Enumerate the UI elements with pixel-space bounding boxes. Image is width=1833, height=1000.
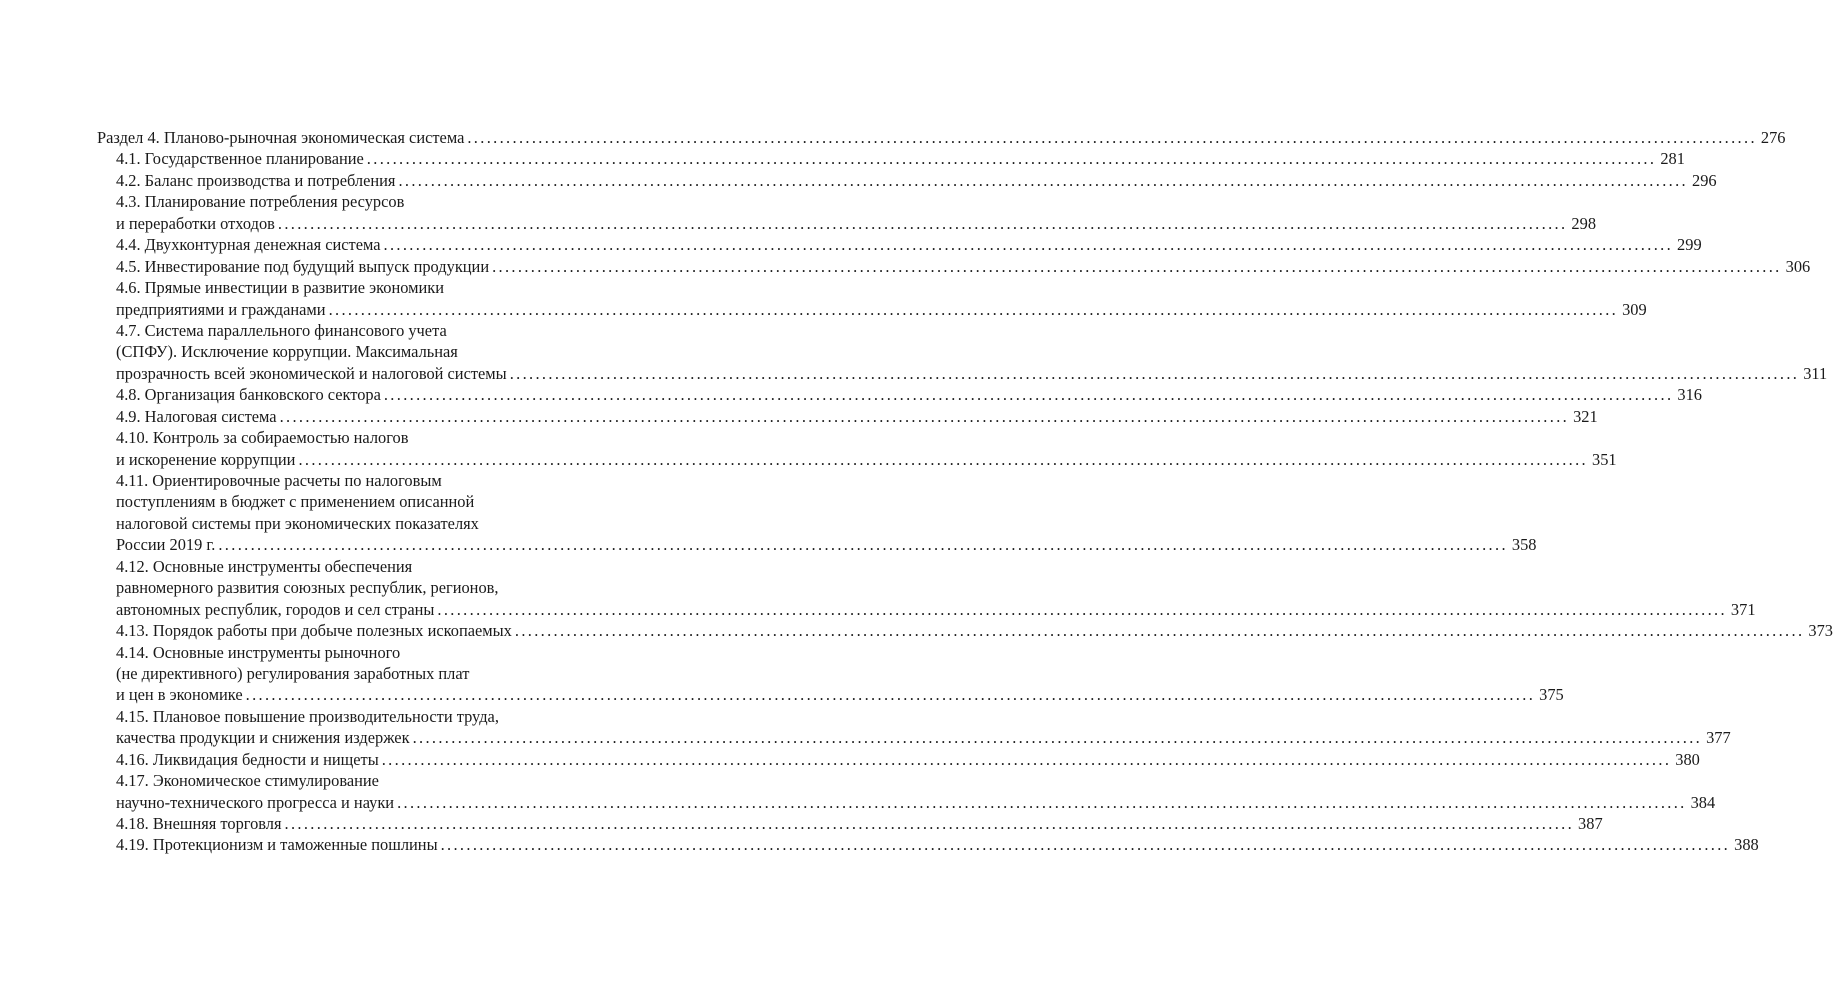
toc-page-number: 309 (1622, 299, 1647, 319)
dot-leader: ........................................................................................................................................................................................................ (277, 213, 1568, 233)
toc-line (97, 749, 1700, 770)
toc-entry[interactable] (97, 427, 1617, 470)
dot-leader: ........................................................................................................................................................................................................ (397, 792, 1687, 812)
dot-leader: ........................................................................................................................................................................................................ (383, 235, 1674, 255)
toc-entry[interactable] (97, 148, 1685, 169)
toc-entry[interactable] (97, 277, 1647, 320)
toc-entry-title: поступлениям в бюджет с применением описанной (116, 492, 475, 512)
toc-page-number: 384 (1690, 792, 1716, 812)
toc-line (97, 813, 1603, 834)
toc-page-number: 388 (1734, 835, 1759, 855)
dot-leader: ........................................................................................................................................................................................................ (383, 385, 1674, 405)
toc-line (97, 363, 1828, 384)
toc-page-number: 299 (1677, 235, 1702, 255)
toc-entry-title: автономных республик, городов и сел страны (116, 599, 435, 619)
toc-entry[interactable] (97, 749, 1700, 770)
toc-entry[interactable] (97, 384, 1702, 405)
toc-page-number: 321 (1573, 406, 1598, 426)
toc-entry-title: 4.9. Налоговая система (116, 406, 277, 426)
toc-line (97, 127, 1786, 148)
toc-entry-title: 4.13. Порядок работы при добыче полезных ископаемых (116, 621, 512, 641)
dot-leader: ........................................................................................................................................................................................................ (467, 128, 1757, 147)
toc-page-number: 316 (1677, 385, 1702, 405)
toc-entry[interactable] (97, 556, 1756, 620)
toc-line (97, 684, 1564, 705)
toc-line (97, 792, 1716, 813)
toc-entry-title: 4.15. Плановое повышение производительности труда, (116, 706, 499, 726)
dot-leader: ........................................................................................................................................................................................................ (245, 685, 1536, 705)
toc-line (97, 727, 1731, 748)
toc-page-number: 371 (1730, 599, 1756, 619)
dot-leader: ........................................................................................................................................................................................................ (440, 835, 1731, 855)
toc-entry-title: 4.14. Основные инструменты рыночного (116, 642, 401, 662)
toc-entry[interactable] (97, 470, 1537, 556)
toc-page-number: 298 (1571, 213, 1597, 233)
toc-page-number: 380 (1675, 749, 1700, 769)
toc-entry[interactable] (97, 620, 1833, 641)
toc-entry-title: прозрачность всей экономической и налоговой системы (116, 363, 507, 383)
toc-line (97, 234, 1702, 255)
dot-leader: ........................................................................................................................................................................................................ (514, 621, 1805, 641)
toc-page-number: 358 (1511, 535, 1537, 555)
dot-leader: ........................................................................................................................................................................................................ (412, 728, 1703, 748)
table-of-contents (97, 127, 1833, 856)
toc-entry-title: равномерного развития союзных республик, регионов, (116, 578, 499, 598)
toc-entry-title: 4.7. Система параллельного финансового учета (116, 320, 447, 340)
dot-leader: ........................................................................................................................................................................................................ (328, 299, 1619, 319)
toc-entry-title: 4.5. Инвестирование под будущий выпуск продукции (116, 256, 490, 276)
toc-page-number: 377 (1706, 728, 1731, 748)
dot-leader: ........................................................................................................................................................................................................ (492, 256, 1782, 276)
toc-page-number: 306 (1785, 256, 1811, 276)
toc-entry-title: 4.1. Государственное планирование (116, 149, 364, 169)
toc-entry[interactable] (97, 642, 1564, 706)
toc-line (97, 599, 1756, 620)
toc-entry-title: 4.18. Внешняя торговля (116, 814, 282, 833)
toc-entry-title: 4.16. Ликвидация бедности и нищеты (116, 749, 379, 769)
toc-entry-title: Раздел 4. Планово-рыночная экономическая система (97, 128, 465, 147)
toc-entry[interactable] (97, 256, 1811, 277)
toc-entry-title: 4.10. Контроль за собираемостью налогов (116, 428, 409, 448)
toc-entry[interactable] (97, 813, 1603, 834)
toc-line (97, 620, 1833, 641)
toc-entry-title: и переработки отходов (116, 213, 275, 233)
dot-leader: ........................................................................................................................................................................................................ (398, 170, 1688, 190)
toc-entry-title: 4.8. Организация банковского сектора (116, 385, 381, 405)
toc-entry-title: 4.3. Планирование потребления ресурсов (116, 192, 405, 212)
toc-page-number: 276 (1760, 128, 1786, 147)
toc-line (97, 299, 1647, 320)
toc-line (97, 213, 1597, 234)
toc-entry-title: 4.12. Основные инструменты обеспечения (116, 556, 413, 576)
toc-line (97, 534, 1537, 555)
toc-entry[interactable] (97, 320, 1828, 384)
toc-page-number: 311 (1803, 363, 1828, 383)
toc-entry-title: предприятиями и гражданами (116, 299, 326, 319)
toc-entry[interactable] (97, 234, 1702, 255)
toc-entry-title: 4.6. Прямые инвестиции в развитие экономики (116, 278, 444, 298)
toc-entry-title: и искоренение коррупции (116, 449, 296, 469)
toc-entry-title: 4.4. Двухконтурная денежная система (116, 235, 381, 255)
toc-entry[interactable] (97, 170, 1717, 191)
toc-entry[interactable] (97, 127, 1786, 148)
toc-line (97, 834, 1759, 855)
toc-line (97, 449, 1617, 470)
toc-entry-title: 4.2. Баланс производства и потребления (116, 170, 396, 190)
toc-entry-title: 4.17. Экономическое стимулирование (116, 771, 379, 791)
toc-entry[interactable] (97, 706, 1731, 749)
toc-entry[interactable] (97, 191, 1597, 234)
toc-page-number: 296 (1692, 170, 1717, 190)
toc-entry-title: (СПФУ). Исключение коррупции. Максимальная (116, 342, 458, 362)
dot-leader: ........................................................................................................................................................................................................ (218, 535, 1508, 555)
toc-entry-title: и цен в экономике (116, 685, 243, 705)
dot-leader: ........................................................................................................................................................................................................ (279, 406, 1570, 426)
toc-line (97, 384, 1702, 405)
dot-leader: ........................................................................................................................................................................................................ (284, 814, 1575, 833)
dot-leader: ........................................................................................................................................................................................................ (509, 363, 1800, 383)
dot-leader: ........................................................................................................................................................................................................ (366, 149, 1657, 169)
toc-entry-title: налоговой системы при экономических показателях (116, 513, 479, 533)
toc-entry[interactable] (97, 834, 1759, 855)
toc-page-number: 281 (1660, 149, 1685, 169)
toc-line (97, 406, 1598, 427)
toc-page-number: 375 (1539, 685, 1564, 705)
toc-entry-title: качества продукции и снижения издержек (116, 728, 410, 748)
toc-entry-title: (не директивного) регулирования заработных плат (116, 663, 470, 683)
toc-page-number: 351 (1592, 449, 1617, 469)
toc-page-number: 373 (1808, 621, 1833, 641)
toc-entry[interactable] (97, 770, 1716, 813)
toc-entry-title: России 2019 г. (116, 535, 216, 555)
toc-entry-title: научно-технического прогресса и науки (116, 792, 395, 812)
toc-entry-title: 4.11. Ориентировочные расчеты по налоговым (116, 471, 442, 490)
toc-line (97, 148, 1685, 169)
toc-line (97, 170, 1717, 191)
dot-leader: ........................................................................................................................................................................................................ (298, 449, 1588, 469)
toc-entry[interactable] (97, 406, 1598, 427)
toc-entry-title: 4.19. Протекционизм и таможенные пошлины (116, 835, 438, 855)
dot-leader: ........................................................................................................................................................................................................ (437, 599, 1727, 619)
toc-line (97, 256, 1811, 277)
toc-page-number: 387 (1578, 814, 1603, 833)
dot-leader: ........................................................................................................................................................................................................ (381, 749, 1672, 769)
